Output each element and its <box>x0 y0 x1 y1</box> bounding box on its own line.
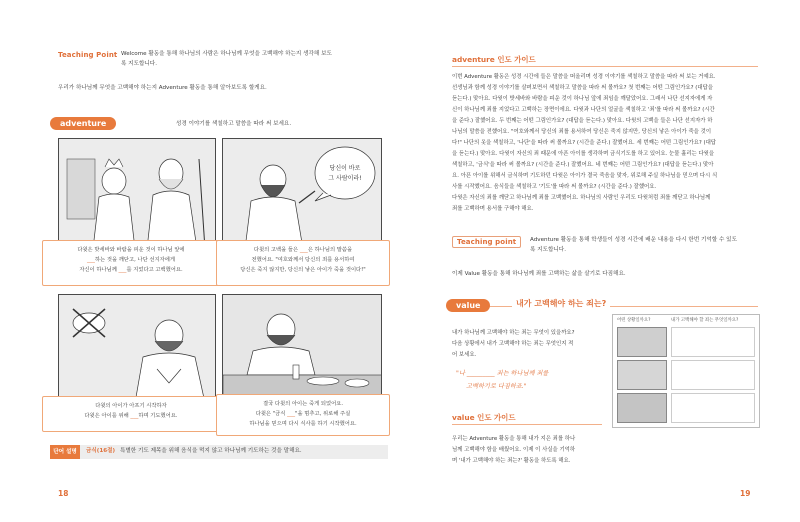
situation-image-1 <box>617 327 667 357</box>
answer-box-2[interactable] <box>671 360 755 390</box>
value-guide-divider <box>452 424 602 425</box>
story-panel-4 <box>222 294 382 402</box>
intro-text: 우리가 하나님께 무엇을 고백해야 하는지 Adventure 활동을 통해 알아보도록 할게요. <box>58 85 267 91</box>
vocab-term: 금식(16절) <box>86 448 116 454</box>
vocab-definition: 특별한 기도 제목을 위해 음식을 먹지 않고 하나님께 기도하는 것을 말해요. <box>120 448 302 454</box>
caption-1: 다윗은 밧세바와 바람을 피운 것이 하나님 앞에 ___하는 것을 깨닫고, 나단 선지자에게 자신이 하나님께 ___를 지었다고 고백했어요. <box>42 240 220 286</box>
david-confession-illustration <box>59 139 216 248</box>
caption-2: 다윗의 고백을 들은 ___은 하나님의 말씀을 전했어요. "여호와께서 당신의 죄를 용서하여 당신은 죽지 않지만, 당신의 낳은 아이가 죽을 것이다!" <box>216 240 390 286</box>
teaching-point-text-right: Adventure 활동을 통해 학생들이 성경 시간에 배운 내용을 다시 한번 기억할 수 있도 록 지도합니다. <box>530 237 737 253</box>
adventure-badge: adventure <box>50 117 116 130</box>
answer-box-3[interactable] <box>671 393 755 423</box>
value-guide-title: value 인도 가이드 <box>452 413 516 422</box>
speech-bubble-line-1: 당신이 바로 <box>329 165 361 172</box>
value-badge: value <box>446 299 490 312</box>
david-eating-illustration <box>223 295 382 402</box>
situation-image-2 <box>617 360 667 390</box>
section-divider <box>452 66 758 67</box>
value-intro: 이제 Value 활동을 통해 하나님께 죄를 고백하는 삶을 살기로 다짐해요. <box>452 271 626 277</box>
story-panel-2 <box>222 138 382 248</box>
teaching-point-label: Teaching Point <box>58 51 118 59</box>
adventure-guide-title: adventure 인도 가이드 <box>452 55 536 64</box>
adventure-guide-body: 이번 Adventure 활동은 성경 시간에 들은 말씀을 떠올리며 성경 이야기를 색칠하고 말씀을 따라 써 보는 거예요. 선생님과 함께 성경 이야기를 살펴보면서 색칠하고 말씀을 따라 써 볼까요? 첫 번째는 어떤 그림인가요? (대답을 듣는다.) 맞아요. 다윗이 밧세바와 바람을 피운 것이 하나님 앞에 죄임을 깨달았어요. 그래서 나단 선지자에게 자 신이 하나님께 죄를 지었다고 고백하는 장면이에요. 다윗과 나단의 얼굴을 색칠하고 '죄'를 따라 써 볼까요? (시간 을 준다.) 잘했어요. 두 번째는 어떤 그림인가요? (대답을 듣는다.) 맞아요. 다윗의 고백을 들은 나단 선지자가 하 나님의 말씀을 전했어요. "여호와께서 당신의 죄를 용서하여 당신은 죽지 않지만, 당신의 낳은 아이가 죽을 것이 다!" 나단의 옷을 색칠하고, '나단'을 따라 써 볼까요? (시간을 준다.) 잘했어요. 세 번째는 어떤 그림인가요? (대답 을 듣는다.) 맞아요. 다윗이 자신의 죄 때문에 아픈 아이를 생각하며 금식기도를 하고 있어요. 눈물 흘리는 다윗을 색칠하고, '금식'을 따라 써 볼까요? (시간을 준다.) 잘했어요. 네 번째는 어떤 그림인가요? (대답을 듣는다.) 맞아 요. 아픈 아이를 위해서 금식하며 기도하던 다윗은 아이가 결국 죽음을 맞자, 위로해 주실 하나님을 믿으며 다시 식 사를 시작했어요. 음식들을 색칠하고 '기도'를 따라 써 볼까요? (시간을 준다.) 잘했어요. 다윗은 자신의 죄를 깨닫고 하나님께 죄를 고백했어요. 하나님의 사람인 우리도 다윗처럼 죄를 깨닫고 하나님께 죄를 고백하며 용서를 구해야 해요. <box>452 74 718 212</box>
david-fasting-illustration <box>59 295 216 402</box>
value-question: 내가 고백해야 하는 죄는? <box>512 298 610 309</box>
handwritten-pledge-1: "나 _________ 죄는 하나님께 죄를 <box>456 370 549 377</box>
situation-image-3 <box>617 393 667 423</box>
story-panel-1 <box>58 138 216 248</box>
teaching-point-label-right: Teaching point <box>452 236 521 248</box>
caption-3: 다윗의 아이가 아프기 시작하자 다윗은 아이를 위해 ___하며 기도했어요. <box>42 396 220 432</box>
story-panel-3 <box>58 294 216 402</box>
value-instructions: 내가 하나님께 고백해야 하는 죄는 무엇이 있을까요? 다음 상황에서 내가 고백해야 하는 죄는 무엇인지 적 어 보세요. <box>452 330 575 358</box>
page-number-right: 19 <box>740 489 751 498</box>
column-head-sin: 내가 고백해야 할 죄는 무엇일까요? <box>671 318 739 323</box>
value-guide-body: 우리는 Adventure 활동을 통해 내가 지은 죄를 하나 님께 고백해야 함을 배웠어요. 이제 이 사실을 기억하 며 '내가 고백해야 하는 죄는?' 활동을 하도록 해요. <box>452 436 576 464</box>
adventure-instruction: 성경 이야기를 색칠하고 말씀을 따라 써 보세요. <box>176 121 292 127</box>
handwritten-pledge-2: 고백하기로 다짐하죠." <box>466 383 527 390</box>
column-head-situation: 어떤 상황일까요? <box>617 318 651 323</box>
answer-box-1[interactable] <box>671 327 755 357</box>
worksheet-thumbnail <box>612 314 760 428</box>
page-number-left: 18 <box>58 489 69 498</box>
teaching-point-text: Welcome 활동을 통해 하나님의 사람은 하나님께 무엇을 고백해야 하는지 생각해 보도 록 지도합니다. <box>121 51 332 67</box>
nathan-message-illustration <box>223 139 382 248</box>
speech-bubble-line-2: 그 사람이라! <box>328 175 362 182</box>
caption-4: 결국 다윗의 아이는 죽게 되었어요. 다윗은 "금식 ___"을 멈추고, 위로해 주실 하나님을 믿으며 다시 식사를 하기 시작했어요. <box>216 394 390 436</box>
vocab-label: 단어 설명 <box>50 445 80 459</box>
